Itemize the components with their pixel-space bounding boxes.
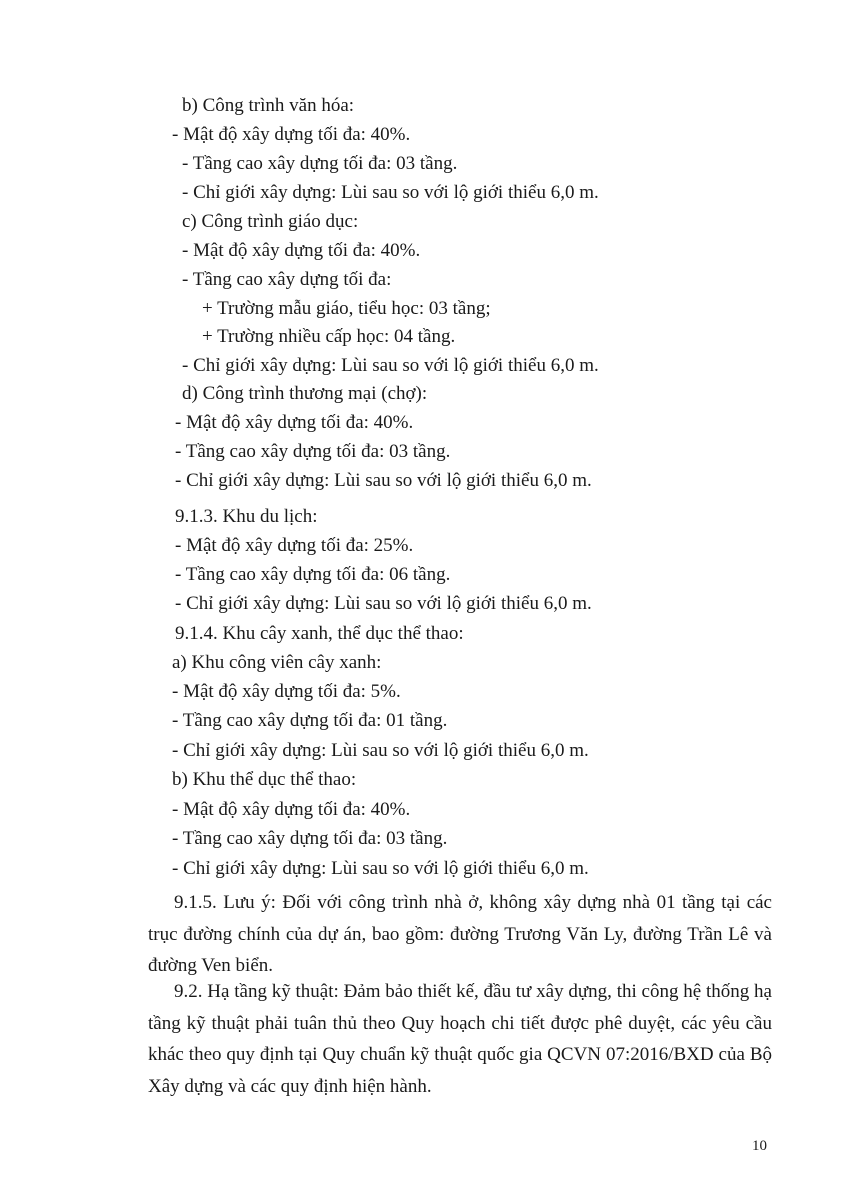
note-paragraph-text: 9.1.5. Lưu ý: Đối với công trình nhà ở, không xây dựng nhà 01 tầng tại các trục đường chính của dự án, bao gồm: đường Trương Văn Ly, đường Trần Lê và đường Ven biển. [148, 892, 772, 976]
list-item: - Tầng cao xây dựng tối đa: 06 tầng. [175, 564, 451, 585]
sub-list-item: + Trường nhiều cấp học: 04 tầng. [202, 326, 456, 347]
heading-commercial-works: d) Công trình thương mại (chợ): [182, 383, 428, 404]
list-item: - Tầng cao xây dựng tối đa: [182, 269, 392, 290]
infrastructure-paragraph-text: 9.2. Hạ tầng kỹ thuật: Đảm bảo thiết kế, đầu tư xây dựng, thi công hệ thống hạ tầng kỹ thuật phải tuân thủ theo Quy hoạch chi tiết được phê duyệt, các yêu cầu khác theo quy định tại Quy chuẩn kỹ thuật quốc gia QCVN 07:2016/BXD của Bộ Xây dựng và các quy định hiện hành. [148, 981, 772, 1097]
infrastructure-paragraph [148, 976, 772, 1102]
note-paragraph [148, 887, 772, 982]
list-item: - Tầng cao xây dựng tối đa: 03 tầng. [182, 153, 458, 174]
list-item: - Chỉ giới xây dựng: Lùi sau so với lộ giới thiểu 6,0 m. [182, 182, 599, 203]
list-item: - Tầng cao xây dựng tối đa: 01 tầng. [172, 710, 448, 731]
list-item: - Tầng cao xây dựng tối đa: 03 tầng. [175, 441, 451, 462]
list-item: - Chỉ giới xây dựng: Lùi sau so với lộ giới thiểu 6,0 m. [172, 740, 589, 761]
heading-cultural-works: b) Công trình văn hóa: [182, 95, 355, 116]
list-item: - Chỉ giới xây dựng: Lùi sau so với lộ giới thiểu 6,0 m. [175, 470, 592, 491]
list-item: - Mật độ xây dựng tối đa: 40%. [175, 412, 414, 433]
heading-tourism-area: 9.1.3. Khu du lịch: [175, 506, 318, 527]
sub-list-item: + Trường mẫu giáo, tiểu học: 03 tầng; [202, 298, 491, 319]
list-item: - Mật độ xây dựng tối đa: 40%. [172, 799, 411, 820]
list-item: - Mật độ xây dựng tối đa: 25%. [175, 535, 414, 556]
heading-park-area: a) Khu công viên cây xanh: [172, 652, 382, 673]
list-item: - Mật độ xây dựng tối đa: 5%. [172, 681, 401, 702]
list-item: - Tầng cao xây dựng tối đa: 03 tầng. [172, 828, 448, 849]
list-item: - Chỉ giới xây dựng: Lùi sau so với lộ giới thiểu 6,0 m. [175, 593, 592, 614]
list-item: - Mật độ xây dựng tối đa: 40%. [182, 240, 421, 261]
list-item: - Chỉ giới xây dựng: Lùi sau so với lộ giới thiểu 6,0 m. [172, 858, 589, 879]
list-item: - Mật độ xây dựng tối đa: 40%. [172, 124, 411, 145]
list-item: - Chỉ giới xây dựng: Lùi sau so với lộ giới thiểu 6,0 m. [182, 355, 599, 376]
page-number: 10 [752, 1138, 767, 1154]
heading-green-sports-area: 9.1.4. Khu cây xanh, thể dục thể thao: [175, 623, 464, 644]
heading-sports-area: b) Khu thể dục thể thao: [172, 769, 357, 790]
heading-education-works: c) Công trình giáo dục: [182, 211, 359, 232]
